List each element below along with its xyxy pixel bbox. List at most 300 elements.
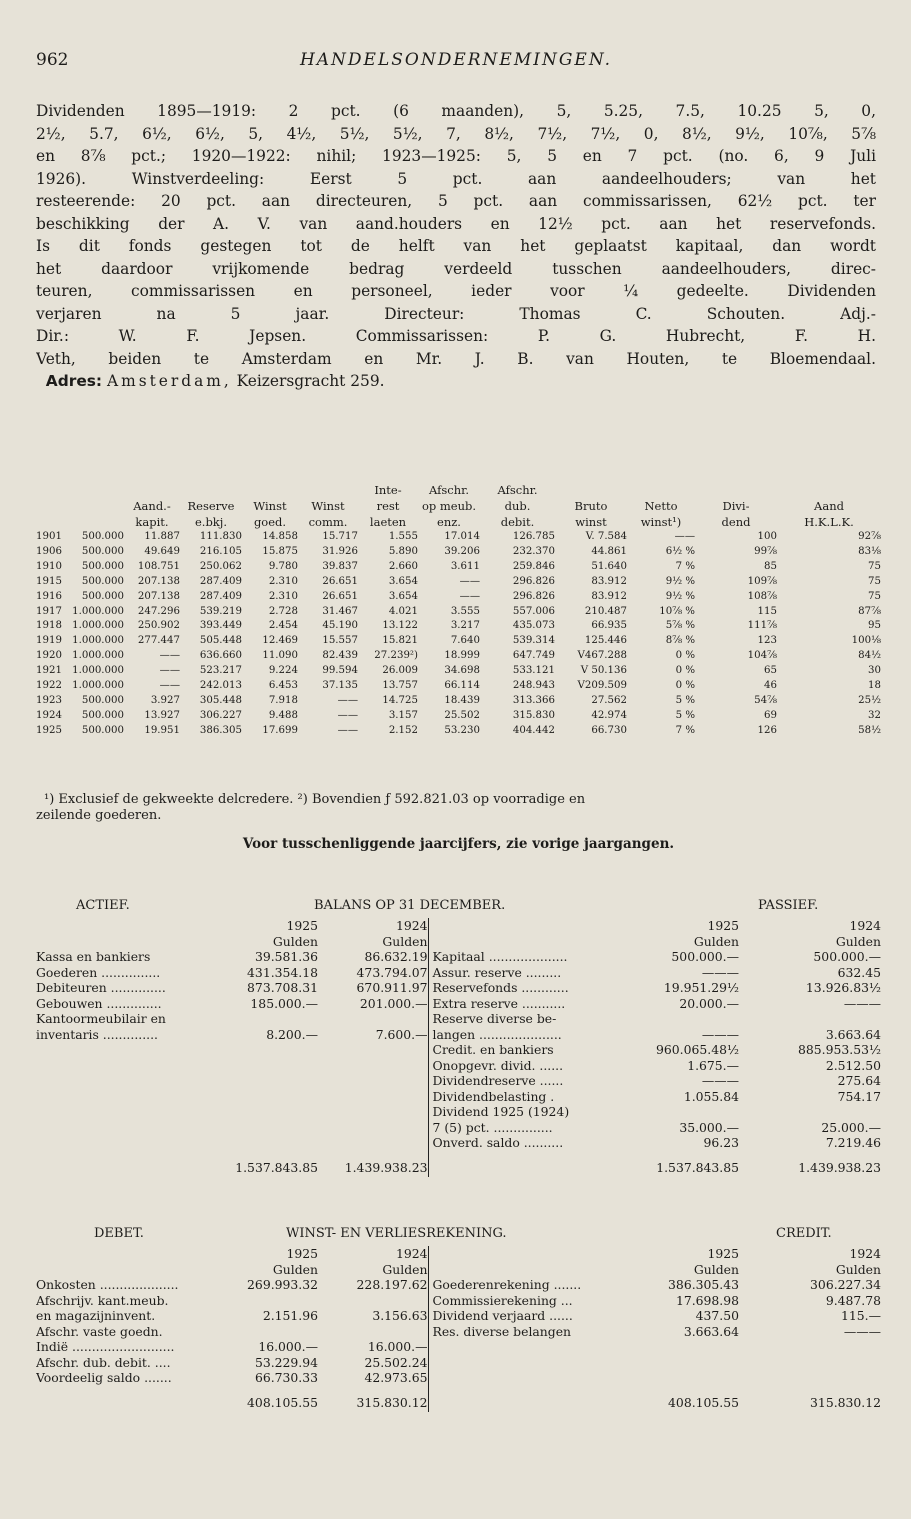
stats-value-cell: 216.105 xyxy=(199,545,242,557)
stats-year-cell: 1901 xyxy=(36,531,62,542)
stats-value-cell: 87⅞ xyxy=(858,605,881,617)
blank-cell xyxy=(36,1246,206,1262)
stats-value-cell: 242.013 xyxy=(199,680,242,692)
stats-value-cell: 500.000 xyxy=(81,560,124,572)
account-amount: 306.227.34 xyxy=(810,1277,881,1292)
stats-value-cell: 3.217 xyxy=(450,620,480,632)
stats-header-cell: Afschr. xyxy=(429,483,469,497)
running-title: HANDELSONDERNEMINGEN. xyxy=(299,50,613,70)
stats-row xyxy=(36,560,881,575)
stats-header-cell: Aand.- xyxy=(133,499,171,513)
account-label: Dividendbelasting . xyxy=(428,1089,617,1105)
total-amount: 408.105.55 xyxy=(668,1394,739,1410)
stats-value-cell: 42.974 xyxy=(591,709,627,721)
account-amount: 885.953.53½ xyxy=(798,1042,881,1057)
text-line: Dir.: W. F. Jepsen. Commissarissen: P. G. Hubrecht, F. H. xyxy=(36,327,876,345)
currency-label: Gulden xyxy=(693,1261,739,1277)
stats-value-cell: 2.728 xyxy=(268,605,298,617)
stats-header-cell xyxy=(298,482,358,498)
stats-value-cell: 2.660 xyxy=(388,560,418,572)
account-amount: 754.17 xyxy=(837,1088,881,1104)
year-label: 1925 xyxy=(707,918,739,933)
total-amount: 1.537.843.85 xyxy=(235,1159,318,1175)
account-row xyxy=(36,1042,881,1058)
currency-label: Gulden xyxy=(272,1261,318,1277)
stats-value-cell: —— xyxy=(159,680,180,692)
account-amount: 386.305.43 xyxy=(668,1277,739,1292)
stats-value-cell: 25.502 xyxy=(444,709,480,721)
stats-value-cell: 0 % xyxy=(675,650,695,662)
account-label: 7 (5) pct. ............... xyxy=(428,1120,617,1136)
stats-value-cell: 15.717 xyxy=(322,531,358,542)
stats-row xyxy=(36,664,881,679)
account-amount: 185.000.— xyxy=(250,995,318,1011)
account-label: Indië .......................... xyxy=(36,1339,175,1354)
account-amount xyxy=(739,1370,881,1386)
stats-header-cell: dend xyxy=(721,515,751,529)
account-amount: 13.926.83½ xyxy=(805,980,881,995)
totals-row xyxy=(36,1151,881,1177)
account-amount: 632.45 xyxy=(837,964,881,980)
account-amount: 42.973.65 xyxy=(364,1370,428,1385)
blank-cell xyxy=(428,1246,617,1262)
stats-value-cell: 126.785 xyxy=(512,531,555,542)
footnotes xyxy=(36,792,881,852)
account-amount xyxy=(206,1058,318,1074)
account-row xyxy=(36,1370,881,1386)
account-label xyxy=(428,1355,617,1371)
stats-value-cell: 115 xyxy=(757,605,777,617)
stats-value-cell: 104⅞ xyxy=(747,650,777,662)
account-label: Onverd. saldo .......... xyxy=(428,1135,617,1151)
stats-value-cell: 54⅞ xyxy=(754,694,777,706)
blank-cell xyxy=(36,1386,206,1412)
blank-cell xyxy=(428,1151,617,1177)
stats-header-cell: laeten xyxy=(369,515,407,529)
stats-value-cell: 1.000.000 xyxy=(72,620,124,632)
stats-year-cell: 1906 xyxy=(36,545,62,557)
stats-value-cell: 83.912 xyxy=(591,590,627,602)
stats-value-cell: 39.206 xyxy=(444,545,480,557)
account-amount xyxy=(617,1339,739,1355)
stats-value-cell: 305.448 xyxy=(199,694,242,706)
account-amount: 960.065.48½ xyxy=(656,1042,739,1057)
stats-value-cell: 75 xyxy=(868,590,881,602)
account-amount: 96.23 xyxy=(703,1135,739,1150)
stats-header-cell xyxy=(695,482,777,498)
currency-label: Gulden xyxy=(272,933,318,949)
year-label: 1925 xyxy=(286,918,318,933)
account-label xyxy=(36,1042,206,1058)
stats-value-cell: 109⅞ xyxy=(747,575,777,587)
total-amount: 408.105.55 xyxy=(247,1394,318,1410)
account-label: Gebouwen .............. xyxy=(36,995,162,1011)
stats-value-cell: —— xyxy=(159,650,180,662)
stats-row xyxy=(36,724,881,739)
account-label xyxy=(428,1339,617,1355)
stats-value-cell: 66.935 xyxy=(591,620,627,632)
stats-header-cell: Inte- xyxy=(374,483,402,497)
account-row xyxy=(36,1058,881,1074)
account-label: Commissierekening ... xyxy=(428,1293,617,1309)
stats-header-cell: kapit. xyxy=(135,515,169,529)
text-line: 1926). Winstverdeeling: Eerst 5 pct. aan aandeelhouders; van het xyxy=(36,169,876,188)
stats-value-cell: 9½ % xyxy=(665,575,695,587)
account-label: Kassa en bankiers xyxy=(36,949,151,964)
stats-header-cell: Winst xyxy=(253,499,287,513)
stats-value-cell: 10⅞ % xyxy=(659,605,695,617)
stats-value-cell: 2.152 xyxy=(388,724,418,736)
stats-row xyxy=(36,619,881,634)
stats-row xyxy=(36,530,881,545)
stats-value-cell: 125.446 xyxy=(584,635,627,647)
account-amount: 25.502.24 xyxy=(364,1354,428,1370)
balance-heading: BALANS OP 31 DECEMBER. xyxy=(314,898,506,913)
stats-value-cell: 500.000 xyxy=(81,531,124,542)
year-label: 1924 xyxy=(849,1246,881,1261)
stats-header-cell: winst xyxy=(575,515,607,529)
year-label: 1924 xyxy=(395,1246,428,1261)
stats-value-cell: 277.447 xyxy=(137,635,180,647)
stats-header-cell: Netto xyxy=(644,499,678,513)
account-amount: 431.354.18 xyxy=(247,964,318,980)
stats-value-cell: 75 xyxy=(868,560,881,572)
account-amount: ——— xyxy=(701,1026,739,1042)
account-label xyxy=(36,1058,206,1074)
stats-value-cell: 1.000.000 xyxy=(72,605,124,617)
account-amount: ——— xyxy=(843,995,881,1011)
stats-value-cell: 26.651 xyxy=(322,575,358,587)
account-amount: 9.487.78 xyxy=(825,1292,881,1308)
currency-label: Gulden xyxy=(382,933,428,949)
stats-value-cell: 53.230 xyxy=(444,724,480,736)
stats-row xyxy=(36,694,881,709)
stats-year-cell: 1919 xyxy=(36,635,62,647)
account-amount: 269.993.32 xyxy=(247,1277,318,1292)
stats-value-cell: 1.000.000 xyxy=(72,680,124,692)
text-line: en 8⅞ pct.; 1920—1922: nihil; 1923—1925: 5, 5 en 7 pct. (no. 6, 9 Juli xyxy=(36,147,876,165)
stats-value-cell: 5.890 xyxy=(388,545,418,557)
balance-sheet xyxy=(36,898,881,1177)
stats-row xyxy=(36,590,881,605)
stats-value-cell: 100 xyxy=(757,531,777,542)
pl-title-row xyxy=(36,1226,881,1246)
account-label: Afschr. dub. debit. .... xyxy=(36,1354,171,1370)
account-amount xyxy=(318,1135,428,1151)
account-amount: 3.663.64 xyxy=(825,1026,881,1042)
account-amount xyxy=(739,1339,881,1355)
stats-value-cell: 75 xyxy=(868,575,881,587)
account-amount: ——— xyxy=(701,964,739,980)
stats-value-cell: —— xyxy=(459,590,480,602)
liabilities-heading: PASSIEF. xyxy=(758,898,819,913)
stats-value-cell: 393.449 xyxy=(199,620,242,632)
account-label: Debiteuren .............. xyxy=(36,980,166,995)
stats-value-cell: 111.830 xyxy=(199,531,242,542)
account-amount xyxy=(739,1011,881,1027)
stats-value-cell: 500.000 xyxy=(81,709,124,721)
stats-value-cell: 83⅛ xyxy=(858,545,881,557)
account-amount: 1.675.— xyxy=(687,1057,739,1073)
stats-value-cell: V209.509 xyxy=(577,680,627,692)
currency-label: Gulden xyxy=(693,933,739,949)
account-label: Kantoormeubilair en xyxy=(36,1011,166,1026)
account-label: en magazijninvent. xyxy=(36,1308,156,1323)
account-amount: 201.000.— xyxy=(359,995,428,1011)
stats-value-cell: 15.821 xyxy=(382,635,418,647)
stats-value-cell: 1.000.000 xyxy=(72,650,124,662)
account-label: inventaris .............. xyxy=(36,1026,158,1042)
stats-value-cell: 539.314 xyxy=(512,635,555,647)
currency-label: Gulden xyxy=(835,933,881,949)
account-label xyxy=(36,1104,206,1120)
stats-value-cell: 207.138 xyxy=(137,590,180,602)
stats-value-cell: 5⅞ % xyxy=(665,620,695,632)
stats-value-cell: V467.288 xyxy=(577,650,627,662)
stats-value-cell: 435.073 xyxy=(512,620,555,632)
stats-row xyxy=(36,605,881,620)
account-amount xyxy=(206,1135,318,1151)
stats-value-cell: 37.135 xyxy=(322,680,358,692)
stats-value-cell: 31.926 xyxy=(322,545,358,557)
year-header-row xyxy=(36,1246,881,1262)
stats-row xyxy=(36,545,881,560)
account-amount xyxy=(739,1355,881,1371)
stats-value-cell: 2.310 xyxy=(268,590,298,602)
account-amount xyxy=(318,1324,428,1340)
stats-value-cell: 66.114 xyxy=(444,680,480,692)
stats-value-cell: 65 xyxy=(764,665,777,677)
account-label: Res. diverse belangen xyxy=(428,1324,617,1340)
stats-value-cell: 500.000 xyxy=(81,590,124,602)
stats-value-cell: 287.409 xyxy=(199,590,242,602)
stats-value-cell: 4.021 xyxy=(388,605,418,617)
account-amount xyxy=(206,1011,318,1027)
stats-value-cell: 533.121 xyxy=(512,665,555,677)
stats-value-cell: 523.217 xyxy=(199,665,242,677)
stats-value-cell: 39.837 xyxy=(322,560,358,572)
account-amount xyxy=(206,1293,318,1309)
stats-value-cell: 31.467 xyxy=(322,605,358,617)
stats-header-cell xyxy=(36,498,124,514)
account-label: Onopgevr. divid. ...... xyxy=(428,1058,617,1074)
stats-header-cell: rest xyxy=(376,499,400,513)
stats-value-cell: 259.846 xyxy=(512,560,555,572)
stats-value-cell: 83.912 xyxy=(591,575,627,587)
account-label xyxy=(428,1370,617,1386)
stats-header-cell: debit. xyxy=(500,515,535,529)
account-label: Reservefonds ............ xyxy=(428,980,617,996)
address-city: Amsterdam, xyxy=(106,372,232,390)
stats-header-cell: op meub. xyxy=(421,499,477,513)
account-amount: 86.632.19 xyxy=(364,949,428,964)
account-amount xyxy=(318,1089,428,1105)
stats-value-cell: 248.943 xyxy=(512,680,555,692)
account-row xyxy=(36,1277,881,1293)
stats-value-cell: 386.305 xyxy=(199,724,242,736)
footnote-reference: Voor tusschenliggende jaarcijfers, zie vorige jaargangen. xyxy=(242,836,675,852)
stats-value-cell: 247.296 xyxy=(137,605,180,617)
stats-value-cell: 15.557 xyxy=(322,635,358,647)
stats-row xyxy=(36,575,881,590)
stats-value-cell: 18.999 xyxy=(444,650,480,662)
stats-year-cell: 1923 xyxy=(36,694,62,706)
stats-header-cell xyxy=(124,482,180,498)
address-street: Keizersgracht 259. xyxy=(236,372,385,390)
account-label: Kapitaal .................... xyxy=(428,949,617,965)
stats-value-cell: 7 % xyxy=(675,724,695,736)
debit-heading: DEBET. xyxy=(94,1226,144,1241)
stats-value-cell: 84½ xyxy=(858,650,881,662)
stats-value-cell: 26.651 xyxy=(322,590,358,602)
year-label: 1925 xyxy=(707,1246,739,1261)
stats-value-cell: 250.902 xyxy=(137,620,180,632)
account-amount: 16.000.— xyxy=(367,1339,428,1354)
account-amount: ——— xyxy=(843,1323,881,1339)
stats-header-cell xyxy=(36,482,124,498)
stats-header-cell: Divi- xyxy=(722,499,750,513)
stats-value-cell: 99.594 xyxy=(322,665,358,677)
stats-header-cell: Winst xyxy=(311,499,345,513)
account-row xyxy=(36,1073,881,1089)
stats-value-cell: 647.749 xyxy=(512,650,555,662)
total-amount: 1.439.938.23 xyxy=(344,1159,428,1175)
stats-value-cell: 13.927 xyxy=(144,709,180,721)
stats-value-cell: 32 xyxy=(868,709,881,721)
stats-value-cell: 108.751 xyxy=(137,560,180,572)
currency-label: Gulden xyxy=(382,1261,428,1277)
stats-value-cell: 99⅞ xyxy=(754,545,777,557)
account-amount xyxy=(206,1324,318,1340)
account-amount: 115.— xyxy=(841,1308,881,1323)
account-label xyxy=(36,1073,206,1089)
account-label: Goederenrekening ....... xyxy=(428,1277,617,1293)
account-row xyxy=(36,1089,881,1105)
account-amount: 66.730.33 xyxy=(254,1370,318,1385)
stats-value-cell: 8⅞ % xyxy=(665,635,695,647)
account-row xyxy=(36,1104,881,1120)
stats-header-cell: dub. xyxy=(504,499,531,513)
profit-loss-account xyxy=(36,1226,881,1412)
currency-label: Gulden xyxy=(835,1261,881,1277)
stats-value-cell: 313.366 xyxy=(512,694,555,706)
account-amount xyxy=(206,1073,318,1089)
account-label: Dividend verjaard ...... xyxy=(428,1308,617,1324)
stats-value-cell: 11.090 xyxy=(262,650,298,662)
account-amount xyxy=(318,1293,428,1309)
stats-value-cell: 210.487 xyxy=(584,605,627,617)
blank-cell xyxy=(36,1151,206,1177)
stats-value-cell: 3.611 xyxy=(450,560,480,572)
blank-cell xyxy=(428,1386,617,1412)
stats-year-cell: 1922 xyxy=(36,680,62,692)
stats-header-cell: winst¹) xyxy=(640,515,682,529)
text-line: Is dit fonds gestegen tot de helft van het geplaatst kapitaal, dan wordt xyxy=(36,237,876,255)
account-label: Voordeelig saldo ....... xyxy=(36,1370,172,1385)
stats-value-cell: 100⅛ xyxy=(851,635,881,647)
text-line: Dividenden 1895—1919: 2 pct. (6 maanden), 5, 5.25, 7.5, 10.25 5, 0, xyxy=(36,102,876,120)
stats-value-cell: V 50.136 xyxy=(580,665,627,677)
total-amount: 1.537.843.85 xyxy=(656,1159,739,1175)
stats-value-cell: 6½ % xyxy=(665,545,695,557)
account-row xyxy=(36,1293,881,1309)
total-amount: 1.439.938.23 xyxy=(798,1159,881,1175)
account-label: Credit. en bankiers xyxy=(428,1042,617,1058)
stats-header-row xyxy=(36,498,881,514)
stats-year-cell: 1921 xyxy=(36,665,62,677)
address-label: Adres: xyxy=(45,372,103,390)
stats-value-cell: 44.861 xyxy=(591,545,627,557)
account-amount: 19.951.29½ xyxy=(663,980,739,995)
stats-row xyxy=(36,709,881,724)
account-amount: 53.229.94 xyxy=(254,1354,318,1370)
stats-value-cell: 500.000 xyxy=(81,694,124,706)
account-amount: 873.708.31 xyxy=(247,980,318,995)
stats-value-cell: 232.370 xyxy=(512,545,555,557)
stats-value-cell: 5 % xyxy=(675,694,695,706)
stats-header-cell: Aand xyxy=(814,499,844,513)
stats-value-cell: V. 7.584 xyxy=(585,531,627,542)
stats-header-cell xyxy=(555,482,627,498)
stats-value-cell: 7.918 xyxy=(268,694,298,706)
stats-value-cell: 12.469 xyxy=(262,635,298,647)
stats-value-cell: 85 xyxy=(764,560,777,572)
account-label: Extra reserve ........... xyxy=(428,996,617,1012)
account-amount xyxy=(617,1370,739,1386)
currency-header-row xyxy=(36,1262,881,1278)
account-row xyxy=(36,949,881,965)
stats-value-cell: 9.488 xyxy=(268,709,298,721)
text-line: 2½, 5.7, 6½, 6½, 5, 4½, 5½, 5½, 7, 8½, 7½, 7½, 0, 8½, 9½, 10⅞, 5⅞ xyxy=(36,124,876,143)
stats-header-cell: H.K.L.K. xyxy=(804,515,854,529)
account-amount: 500.000.— xyxy=(813,949,881,964)
text-line: beschikking der A. V. van aand.houders en 12½ pct. aan het reservefonds. xyxy=(36,214,876,233)
stats-value-cell: 92⅞ xyxy=(858,531,881,542)
stats-row xyxy=(36,634,881,649)
footnote-line: zeilende goederen. xyxy=(36,808,162,823)
account-amount: 7.600.— xyxy=(375,1026,428,1042)
account-label: Afschr. vaste goedn. xyxy=(36,1323,163,1339)
stats-value-cell: —— xyxy=(674,531,695,542)
stats-year-cell: 1915 xyxy=(36,575,62,587)
account-label xyxy=(36,1135,206,1151)
balance-title-row xyxy=(36,898,881,918)
account-amount: 437.50 xyxy=(695,1308,739,1323)
pl-heading: WINST- EN VERLIESREKENING. xyxy=(286,1226,507,1241)
account-amount: 2.512.50 xyxy=(825,1057,881,1073)
account-row xyxy=(36,1011,881,1027)
stats-value-cell: 82.439 xyxy=(322,650,358,662)
stats-value-cell: 11.887 xyxy=(144,531,180,542)
stats-value-cell: 3.555 xyxy=(450,605,480,617)
stats-value-cell: 9½ % xyxy=(665,590,695,602)
stats-year-cell: 1917 xyxy=(36,605,62,617)
stats-value-cell: 108⅞ xyxy=(747,590,777,602)
stats-value-cell: 1.555 xyxy=(388,531,418,542)
account-amount xyxy=(617,1011,739,1027)
stats-value-cell: 505.448 xyxy=(199,635,242,647)
stats-value-cell: 14.858 xyxy=(262,531,298,542)
stats-value-cell: 25½ xyxy=(858,694,881,706)
stats-value-cell: 49.649 xyxy=(144,545,180,557)
year-label: 1924 xyxy=(849,918,881,933)
text-line: Veth, beiden te Amsterdam en Mr. J. B. van Houten, te Bloemendaal. xyxy=(36,349,876,368)
blank-cell xyxy=(36,1262,206,1278)
account-label: Goederen ............... xyxy=(36,964,161,980)
account-amount: 1.055.84 xyxy=(683,1088,739,1104)
account-amount: 3.663.64 xyxy=(683,1323,739,1339)
stats-value-cell: 126 xyxy=(757,724,777,736)
